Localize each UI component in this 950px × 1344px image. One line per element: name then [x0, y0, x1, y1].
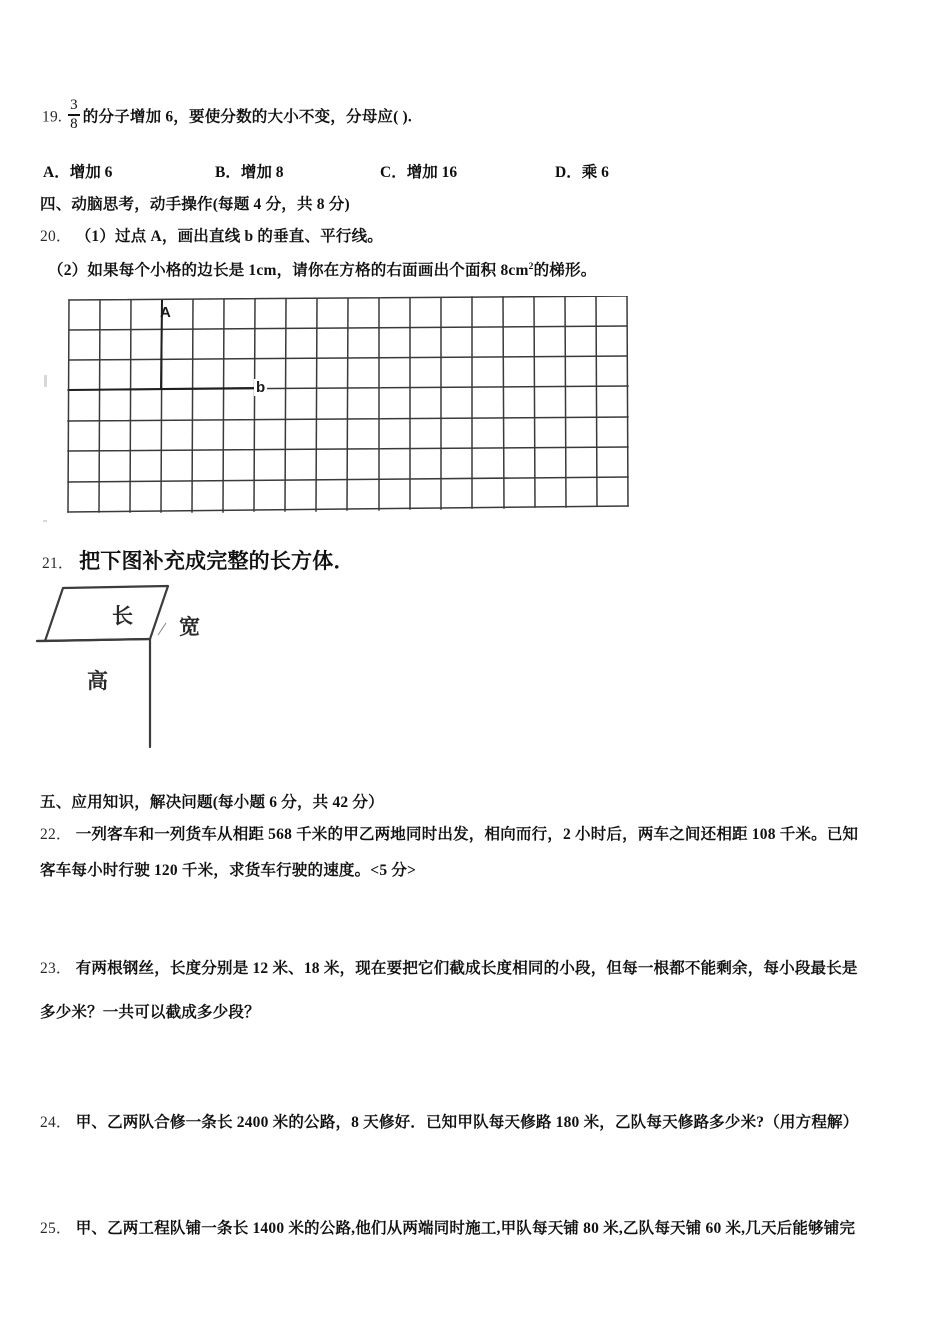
question-20-part-2-post: 的梯形。	[533, 262, 597, 279]
question-24-text-1: 甲、乙两队合修一条长 2400 米的公路，8 天修好．已知甲队每天修路 180 米，乙队每天修路多少米?（用方程解）	[75, 1114, 859, 1131]
grid-line-label-b: b	[256, 379, 266, 396]
question-25-text-1: 甲、乙两工程队铺一条长 1400 米的公路,他们从两端同时施工,甲队每天铺 80 米,乙队每天铺 60 米,几天后能够铺完	[75, 1220, 856, 1237]
grid-point-label-a: A	[160, 304, 171, 321]
option-a[interactable]	[43, 160, 112, 182]
question-23-number: 23．	[40, 960, 72, 977]
question-22-text-1: 一列客车和一列货车从相距 568 千米的甲乙两地同时出发，相向而行，2 小时后，两车之间还相距 108 千米。已知	[75, 826, 859, 843]
question-21-number: 21．	[42, 555, 74, 572]
question-25-number: 25．	[40, 1220, 72, 1237]
option-d-key: D．	[555, 164, 582, 181]
partial-cuboid-figure	[32, 575, 252, 755]
section-5-heading: 五、应用知识，解决问题(每小题 6 分，共 42 分）	[40, 794, 384, 811]
question-20-part-1	[40, 224, 383, 246]
question-19-text: 的分子增加 6，要使分数的大小不变，分母应( ).	[82, 108, 412, 126]
question-21	[42, 545, 355, 575]
question-23-line-1	[40, 956, 858, 978]
cuboid-label-length: 长	[112, 605, 133, 628]
option-c[interactable]	[380, 160, 457, 182]
question-19-number: 19.	[42, 108, 62, 126]
option-a-label: 增加 6	[69, 164, 113, 181]
option-a-key: A．	[43, 164, 70, 181]
grid-figure	[66, 296, 632, 516]
question-20-part-2-pre: （2）如果每个小格的边长是 1cm，请你在方格的右面画出个面积 8cm	[48, 262, 529, 279]
option-b-key: B．	[215, 164, 241, 181]
option-c-label: 增加 16	[406, 164, 458, 181]
question-19	[42, 97, 412, 134]
cuboid-label-height: 高	[87, 670, 108, 693]
scan-speckle	[43, 520, 47, 522]
option-b[interactable]	[215, 160, 283, 182]
question-22-line-2: 客车每小时行驶 120 千米，求货车行驶的速度。<5 分>	[40, 862, 417, 879]
question-22-line-1	[40, 822, 858, 844]
section-4-heading: 四、动脑思考，动手操作(每题 4 分，共 8 分)	[40, 196, 350, 213]
question-24-number: 24．	[40, 1114, 72, 1131]
option-b-label: 增加 8	[240, 164, 284, 181]
fraction-numerator: 3	[70, 97, 78, 113]
question-23-line-2: 多少米？一共可以截成多少段？	[40, 1004, 260, 1021]
question-23-text-1: 有两根钢丝，长度分别是 12 米、18 米，现在要把它们截成长度相同的小段，但每一根都不能剩余，每小段最长是	[75, 960, 858, 977]
option-c-key: C．	[380, 164, 407, 181]
question-21-text: 把下图补充成完整的长方体．	[79, 549, 355, 573]
grid-svg	[66, 296, 632, 516]
question-20-number: 20．	[40, 228, 72, 245]
question-25-line-1	[40, 1216, 855, 1238]
question-22-number: 22．	[40, 826, 72, 843]
fraction-three-eighths	[68, 98, 80, 132]
option-d[interactable]	[555, 160, 609, 182]
scan-speckle	[44, 375, 47, 387]
cuboid-svg	[32, 575, 252, 755]
question-20-part-1-text: （1）过点 A，画出直线 b 的垂直、平行线。	[75, 228, 383, 245]
question-24-line-1	[40, 1110, 858, 1132]
fraction-denominator: 8	[70, 115, 78, 132]
question-20-superscript: 2	[528, 260, 534, 272]
cuboid-label-width: 宽	[179, 616, 200, 639]
option-d-label: 乘 6	[581, 164, 609, 181]
question-20-part-2	[48, 258, 596, 280]
